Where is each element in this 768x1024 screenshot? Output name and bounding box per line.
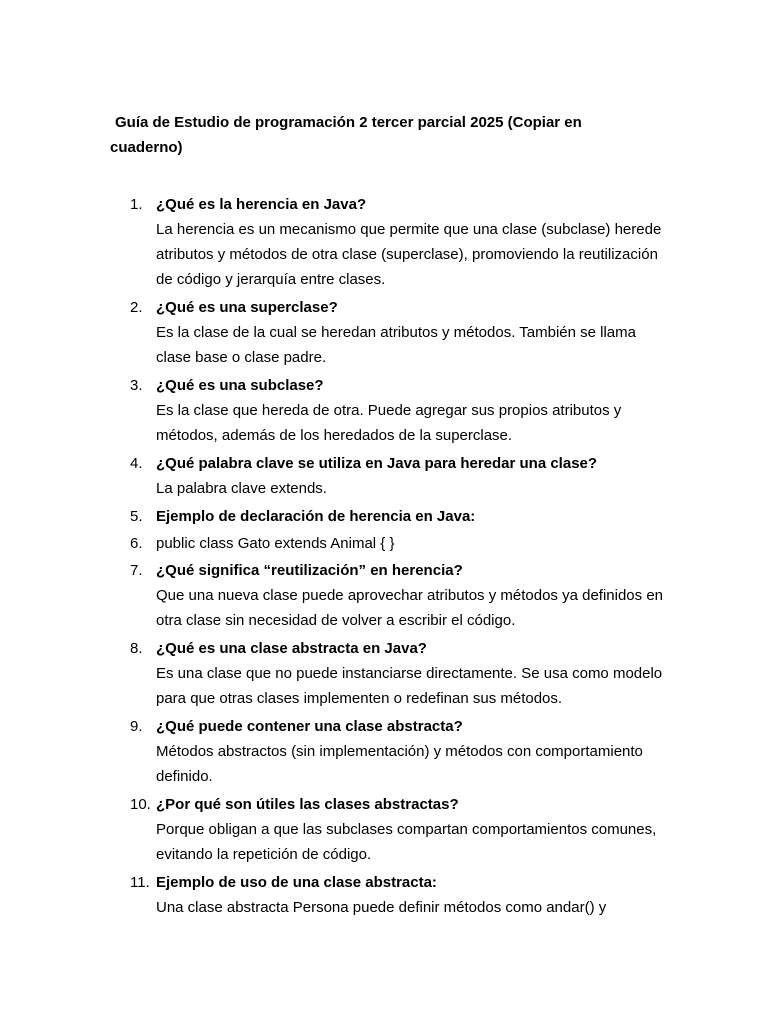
item-question: ¿Qué es una subclase? (156, 377, 324, 394)
code-example: public class Gato extends Animal { } (156, 535, 395, 552)
item-question: Ejemplo de uso de una clase abstracta: (156, 874, 437, 891)
item-number: 9. (130, 718, 143, 735)
item-answer: Porque obligan a que las subclases compartan comportamientos comunes, evitando la repetición de código. (156, 821, 657, 863)
item-number: 2. (130, 299, 143, 316)
item-answer: La herencia es un mecanismo que permite que una clase (subclase) herede atributos y métodos de otra clase (superclase), promoviendo la reutilización de código y jerarquía entre clases. (156, 221, 662, 288)
question-list (130, 192, 670, 923)
item-answer: La palabra clave extends. (156, 480, 327, 497)
item-number: 1. (130, 196, 143, 213)
item-question: Ejemplo de declaración de herencia en Java: (156, 508, 476, 525)
list-item (130, 870, 670, 920)
item-answer: Es la clase que hereda de otra. Puede agregar sus propios atributos y métodos, además de los heredados de la superclase. (156, 402, 622, 444)
item-number: 10. (130, 796, 151, 813)
item-number: 11. (130, 874, 150, 891)
item-question: ¿Qué es una clase abstracta en Java? (156, 640, 427, 657)
list-item (130, 792, 670, 867)
item-number: 4. (130, 455, 143, 472)
document-title: Guía de Estudio de programación 2 tercer parcial 2025 (Copiar en cuaderno) (110, 114, 582, 156)
item-answer: Métodos abstractos (sin implementación) y métodos con comportamiento definido. (156, 743, 643, 785)
list-item (130, 373, 670, 448)
item-question: ¿Por qué son útiles las clases abstractas? (156, 796, 459, 813)
list-item (130, 636, 670, 711)
item-answer: Es la clase de la cual se heredan atributos y métodos. También se llama clase base o clase padre. (156, 324, 636, 366)
item-number: 3. (130, 377, 143, 394)
item-number: 7. (130, 562, 143, 579)
item-question: ¿Qué es una superclase? (156, 299, 338, 316)
item-number: 5. (130, 508, 143, 525)
item-answer: Que una nueva clase puede aprovechar atributos y métodos ya definidos en otra clase sin necesidad de volver a escribir el código. (156, 587, 663, 629)
item-question: ¿Qué significa “reutilización” en herencia? (156, 562, 463, 579)
item-question: ¿Qué puede contener una clase abstracta? (156, 718, 463, 735)
list-item (130, 504, 670, 529)
list-item (130, 714, 670, 789)
list-item (130, 531, 670, 556)
item-answer: Es una clase que no puede instanciarse directamente. Se usa como modelo para que otras clases implementen o redefinan sus métodos. (156, 665, 663, 707)
item-number: 6. (130, 535, 143, 552)
item-answer: Una clase abstracta Persona puede definir métodos como andar() y (156, 899, 607, 916)
item-question: ¿Qué es la herencia en Java? (156, 196, 367, 213)
item-question: ¿Qué palabra clave se utiliza en Java para heredar una clase? (156, 455, 598, 472)
list-item (130, 192, 670, 292)
item-number: 8. (130, 640, 143, 657)
list-item (130, 295, 670, 370)
list-item (130, 451, 670, 501)
list-item (130, 558, 670, 633)
